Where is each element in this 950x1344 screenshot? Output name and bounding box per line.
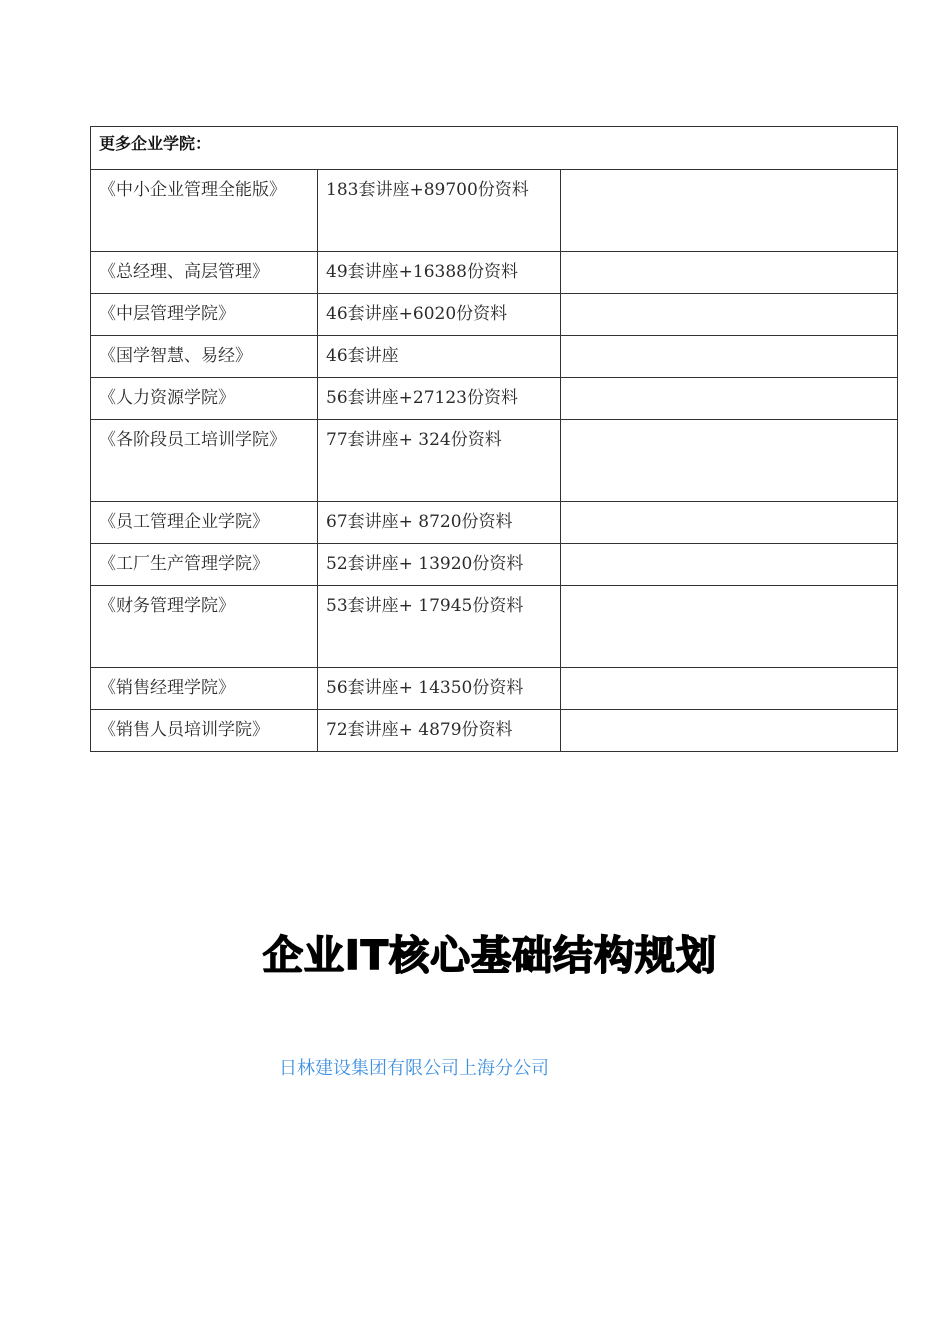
table-row <box>91 502 898 544</box>
academy-note <box>561 502 898 544</box>
academy-name: 《工厂生产管理学院》 <box>91 544 318 586</box>
academy-content: 46套讲座+6020份资料 <box>318 294 561 336</box>
academy-content: 77套讲座+ 324份资料 <box>318 420 561 502</box>
table-row <box>91 378 898 420</box>
table-row <box>91 294 898 336</box>
academy-note <box>561 586 898 668</box>
academy-note <box>561 420 898 502</box>
table-row <box>91 420 898 502</box>
table-row <box>91 544 898 586</box>
table-row <box>91 252 898 294</box>
table-header: 更多企业学院： <box>91 127 898 170</box>
academy-note <box>561 252 898 294</box>
table-row <box>91 336 898 378</box>
table-row <box>91 170 898 252</box>
academy-name: 《人力资源学院》 <box>91 378 318 420</box>
academy-content: 52套讲座+ 13920份资料 <box>318 544 561 586</box>
table-row <box>91 668 898 710</box>
academy-content: 53套讲座+ 17945份资料 <box>318 586 561 668</box>
academy-content: 67套讲座+ 8720份资料 <box>318 502 561 544</box>
table-row <box>91 586 898 668</box>
academy-note <box>561 710 898 752</box>
academy-content: 56套讲座+ 14350份资料 <box>318 668 561 710</box>
table-row <box>91 710 898 752</box>
academy-name: 《各阶段员工培训学院》 <box>91 420 318 502</box>
academy-note <box>561 378 898 420</box>
academy-content: 49套讲座+16388份资料 <box>318 252 561 294</box>
academy-name: 《总经理、高层管理》 <box>91 252 318 294</box>
academy-content: 56套讲座+27123份资料 <box>318 378 561 420</box>
academy-content: 72套讲座+ 4879份资料 <box>318 710 561 752</box>
academy-content: 46套讲座 <box>318 336 561 378</box>
academy-note <box>561 668 898 710</box>
academy-note <box>561 294 898 336</box>
academy-name: 《员工管理企业学院》 <box>91 502 318 544</box>
academy-note <box>561 336 898 378</box>
document-title: 企业IT核心基础结构规划 <box>262 933 718 979</box>
academy-name: 《财务管理学院》 <box>91 586 318 668</box>
academy-name: 《销售经理学院》 <box>91 668 318 710</box>
academy-note <box>561 544 898 586</box>
company-name: 日林建设集团有限公司上海分公司 <box>279 1058 549 1079</box>
academy-name: 《国学智慧、易经》 <box>91 336 318 378</box>
academy-name: 《销售人员培训学院》 <box>91 710 318 752</box>
academy-table <box>90 126 898 752</box>
academy-name: 《中小企业管理全能版》 <box>91 170 318 252</box>
academy-content: 183套讲座+89700份资料 <box>318 170 561 252</box>
academy-note <box>561 170 898 252</box>
academy-name: 《中层管理学院》 <box>91 294 318 336</box>
table-header-row <box>91 127 898 170</box>
